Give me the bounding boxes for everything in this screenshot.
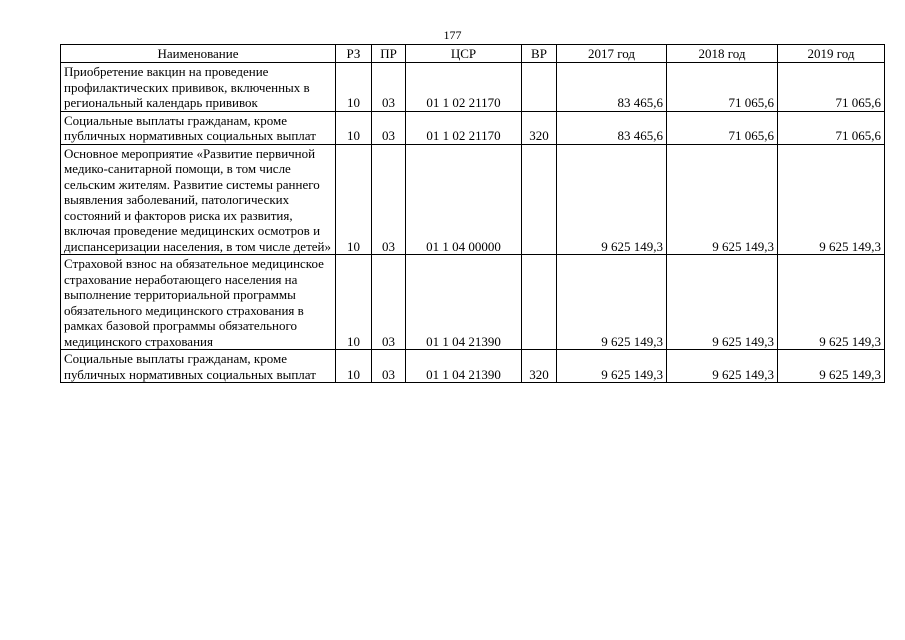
header-csr: ЦСР — [406, 45, 522, 63]
header-2018: 2018 год — [667, 45, 778, 63]
row-2017: 9 625 149,3 — [557, 350, 667, 383]
row-2017: 9 625 149,3 — [557, 255, 667, 350]
budget-table — [60, 44, 885, 383]
row-vr — [522, 144, 557, 255]
row-name: Социальные выплаты гражданам, кроме публичных нормативных социальных выплат — [61, 350, 336, 383]
row-name: Страховой взнос на обязательное медицинское страхование неработающего населения на выполнение территориальной программы обязательного медицинского страхования в рамках базовой программы обязательного медицинского страхования — [61, 255, 336, 350]
row-2018: 71 065,6 — [667, 63, 778, 112]
row-vr — [522, 63, 557, 112]
row-rz: 10 — [336, 144, 372, 255]
row-rz: 10 — [336, 350, 372, 383]
row-2019: 71 065,6 — [778, 63, 885, 112]
row-2017: 9 625 149,3 — [557, 144, 667, 255]
row-csr: 01 1 04 00000 — [406, 144, 522, 255]
row-2018: 9 625 149,3 — [667, 255, 778, 350]
row-csr: 01 1 02 21170 — [406, 111, 522, 144]
header-row — [61, 45, 885, 63]
row-name: Приобретение вакцин на проведение профилактических прививок, включенных в региональный календарь прививок — [61, 63, 336, 112]
row-2019: 71 065,6 — [778, 111, 885, 144]
table-row — [61, 63, 885, 112]
row-2018: 9 625 149,3 — [667, 144, 778, 255]
row-2019: 9 625 149,3 — [778, 255, 885, 350]
row-vr — [522, 255, 557, 350]
row-pr: 03 — [372, 63, 406, 112]
row-2019: 9 625 149,3 — [778, 350, 885, 383]
row-rz: 10 — [336, 111, 372, 144]
header-2017: 2017 год — [557, 45, 667, 63]
row-vr: 320 — [522, 111, 557, 144]
header-2019: 2019 год — [778, 45, 885, 63]
table-row — [61, 255, 885, 350]
row-pr: 03 — [372, 350, 406, 383]
row-2019: 9 625 149,3 — [778, 144, 885, 255]
page-number: 177 — [443, 28, 462, 42]
row-csr: 01 1 04 21390 — [406, 255, 522, 350]
row-2017: 83 465,6 — [557, 63, 667, 112]
row-2018: 9 625 149,3 — [667, 350, 778, 383]
row-name: Основное мероприятие «Развитие первичной медико-санитарной помощи, в том числе сельским жителям. Развитие системы раннего выявления заболеваний, патологических состояний и факторов риска их развития, включая проведение медицинских осмотров и диспансеризации населения, в том числе детей» — [61, 144, 336, 255]
row-csr: 01 1 02 21170 — [406, 63, 522, 112]
header-pr: ПР — [372, 45, 406, 63]
row-2018: 71 065,6 — [667, 111, 778, 144]
row-rz: 10 — [336, 255, 372, 350]
table-row — [61, 350, 885, 383]
row-csr: 01 1 04 21390 — [406, 350, 522, 383]
header-name: Наименование — [61, 45, 336, 63]
header-rz: РЗ — [336, 45, 372, 63]
table-row — [61, 111, 885, 144]
row-rz: 10 — [336, 63, 372, 112]
row-pr: 03 — [372, 255, 406, 350]
row-pr: 03 — [372, 144, 406, 255]
header-vr: ВР — [522, 45, 557, 63]
row-pr: 03 — [372, 111, 406, 144]
table-row — [61, 144, 885, 255]
row-vr: 320 — [522, 350, 557, 383]
row-name: Социальные выплаты гражданам, кроме публичных нормативных социальных выплат — [61, 111, 336, 144]
row-2017: 83 465,6 — [557, 111, 667, 144]
